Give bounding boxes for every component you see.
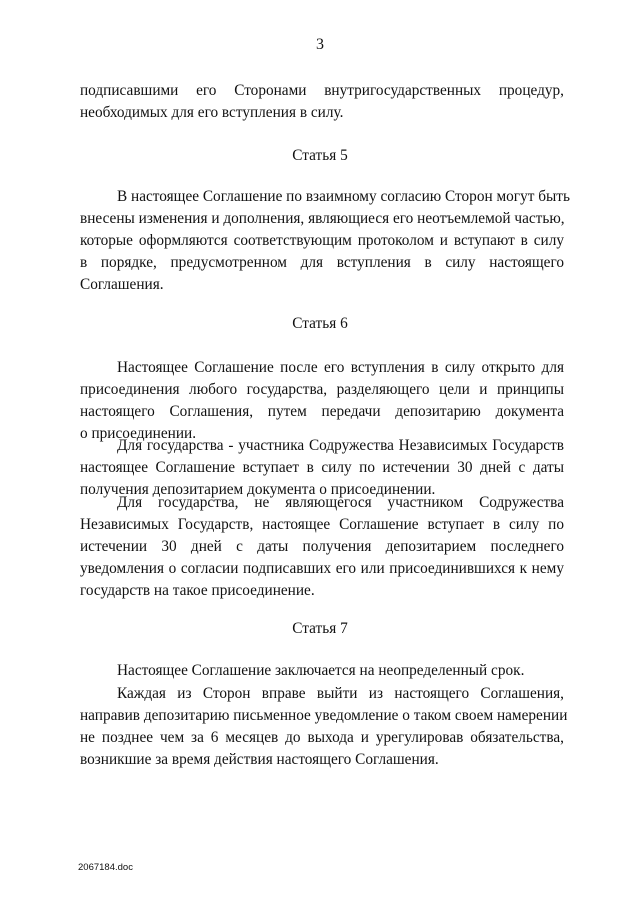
text-line: Для государства, не являющегося участником Содружества — [117, 494, 564, 511]
text-line: не позднее чем за 6 месяцев до выхода и урегулировав обязательства, — [80, 729, 564, 746]
text-line: настоящего Соглашения, путем передачи депозитарию документа — [80, 403, 564, 420]
text-line: Настоящее Соглашение после его вступления в силу открыто для — [117, 359, 564, 376]
article-6-paragraph-1 — [80, 357, 564, 445]
text-line: о присоединении. — [80, 425, 197, 442]
text-line: Каждая из Сторон вправе выйти из настоящего Соглашения, — [117, 685, 564, 702]
text-line: уведомления о согласии подписавших его или присоединившихся к нему — [80, 560, 564, 577]
footer-filename: 2067184.doc — [78, 862, 133, 873]
text-line: возникшие за время действия настоящего Соглашения. — [80, 751, 439, 768]
text-line: В настоящее Соглашение по взаимному согласию Сторон могут быть — [117, 188, 570, 205]
article-6-heading: Статья 6 — [292, 315, 348, 332]
text-line: Соглашения. — [80, 276, 164, 293]
text-line: истечении 30 дней с даты получения депозитарием последнего — [80, 538, 564, 555]
text-line: государств на такое присоединение. — [80, 582, 315, 599]
text-line: необходимых для его вступления в силу. — [80, 104, 344, 121]
text-line: получения депозитарием документа о присоединении. — [80, 481, 436, 498]
text-line: направив депозитарию письменное уведомление о таком своем намерении — [80, 707, 568, 724]
article-7-paragraph-2 — [80, 683, 568, 771]
text-line: подписавшими его Сторонами внутригосударственных процедур, — [80, 82, 564, 99]
article-7-paragraph-1 — [80, 660, 564, 682]
text-line: которые оформляются соответствующим протоколом и вступают в силу — [80, 232, 564, 249]
text-line: Независимых Государств, настоящее Соглашение вступает в силу по — [80, 516, 564, 533]
text-line: внесены изменения и дополнения, являющиеся его неотъемлемой частью, — [80, 210, 565, 227]
article-6-paragraph-3 — [80, 492, 564, 602]
page-number: 3 — [316, 36, 324, 53]
article-7-heading: Статья 7 — [292, 620, 348, 637]
text-line: настоящее Соглашение вступает в силу по истечении 30 дней с даты — [80, 459, 564, 476]
article-5-heading: Статья 5 — [292, 147, 348, 164]
text-line: Настоящее Соглашение заключается на неопределенный срок. — [117, 662, 525, 679]
text-line: в порядке, предусмотренном для вступления в силу настоящего — [80, 254, 564, 271]
intro-paragraph — [80, 80, 564, 124]
text-line: Для государства - участника Содружества Независимых Государств — [117, 437, 564, 454]
article-5-paragraph — [80, 186, 570, 296]
text-line: присоединения любого государства, разделяющего цели и принципы — [80, 381, 564, 398]
